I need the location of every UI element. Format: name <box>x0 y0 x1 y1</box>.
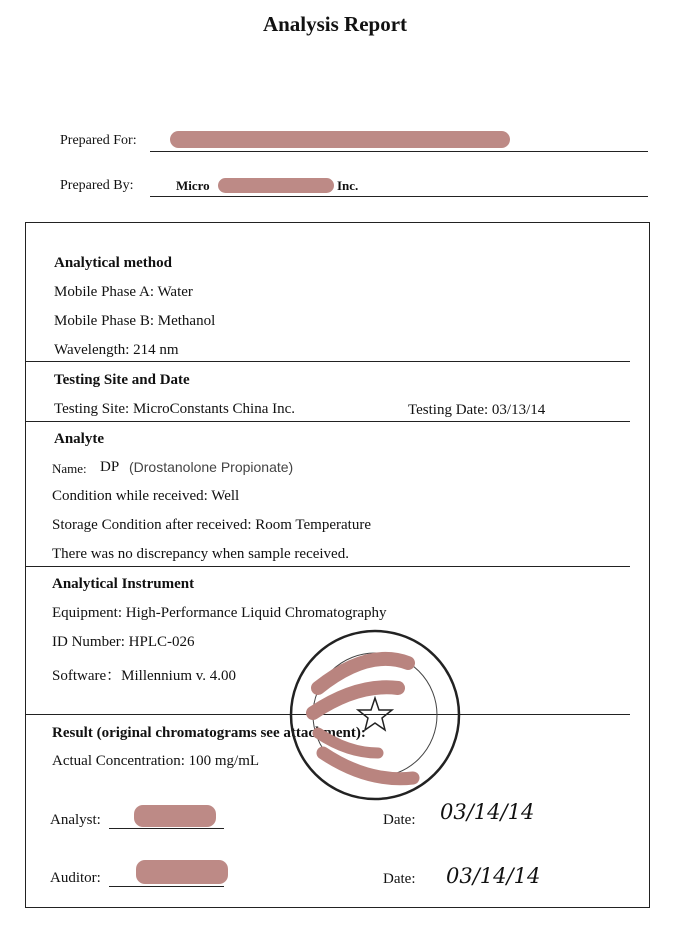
prepared-by-prefix: Micro <box>176 178 210 193</box>
page-title: Analysis Report <box>262 12 408 36</box>
prepared-for-line <box>150 151 648 152</box>
divider-1 <box>25 361 630 362</box>
analyst-date-label: Date: <box>383 812 416 828</box>
wavelength: Wavelength: 214 nm <box>54 342 179 358</box>
actual-concentration: Actual Concentration: 100 mg/mL <box>52 753 260 769</box>
id-number: ID Number: HPLC-026 <box>52 634 195 650</box>
analyte-title: Analyte <box>54 431 104 447</box>
redaction-prepared-for <box>170 131 510 148</box>
analyst-signature-line <box>109 828 224 829</box>
redaction-auditor <box>136 860 228 884</box>
mobile-phase-a: Mobile Phase A: Water <box>54 284 193 300</box>
mobile-phase-b: Mobile Phase B: Methanol <box>54 313 216 329</box>
auditor-date-handwritten: 03/14/14 <box>446 864 541 888</box>
software: Software：Millennium v. 4.00 <box>52 668 237 684</box>
divider-3 <box>25 566 630 567</box>
analyte-name-code: DP <box>100 459 120 475</box>
prepared-for-label: Prepared For: <box>60 133 137 148</box>
analyte-name-full: (Drostanolone Propionate) <box>129 459 294 475</box>
prepared-by-label: Prepared By: <box>60 178 134 193</box>
redaction-analyst <box>134 805 216 827</box>
auditor-date-label: Date: <box>383 871 416 887</box>
instrument-title: Analytical Instrument <box>52 576 195 592</box>
analyst-label: Analyst: <box>50 812 101 828</box>
seal-stamp <box>288 628 463 803</box>
analytical-method-title: Analytical method <box>54 255 172 271</box>
redaction-prepared-by <box>218 178 334 193</box>
discrepancy-note: There was no discrepancy when sample received. <box>52 546 349 562</box>
prepared-by-suffix: Inc. <box>337 178 359 193</box>
divider-2 <box>25 421 630 422</box>
storage-condition: Storage Condition after received: Room Temperature <box>52 517 371 533</box>
result-title: Result (original chromatograms see attachment): <box>52 725 366 741</box>
prepared-by-line <box>150 196 648 197</box>
testing-site: Testing Site: MicroConstants China Inc. <box>54 401 296 417</box>
auditor-signature-line <box>109 886 224 887</box>
analyte-name-label: Name: <box>52 461 87 476</box>
testing-date: Testing Date: 03/13/14 <box>408 402 546 418</box>
auditor-label: Auditor: <box>50 870 101 886</box>
analyst-date-handwritten: 03/14/14 <box>440 800 535 824</box>
testing-site-title: Testing Site and Date <box>54 372 190 388</box>
condition-received: Condition while received: Well <box>52 488 240 504</box>
equipment: Equipment: High-Performance Liquid Chromatography <box>52 605 387 621</box>
